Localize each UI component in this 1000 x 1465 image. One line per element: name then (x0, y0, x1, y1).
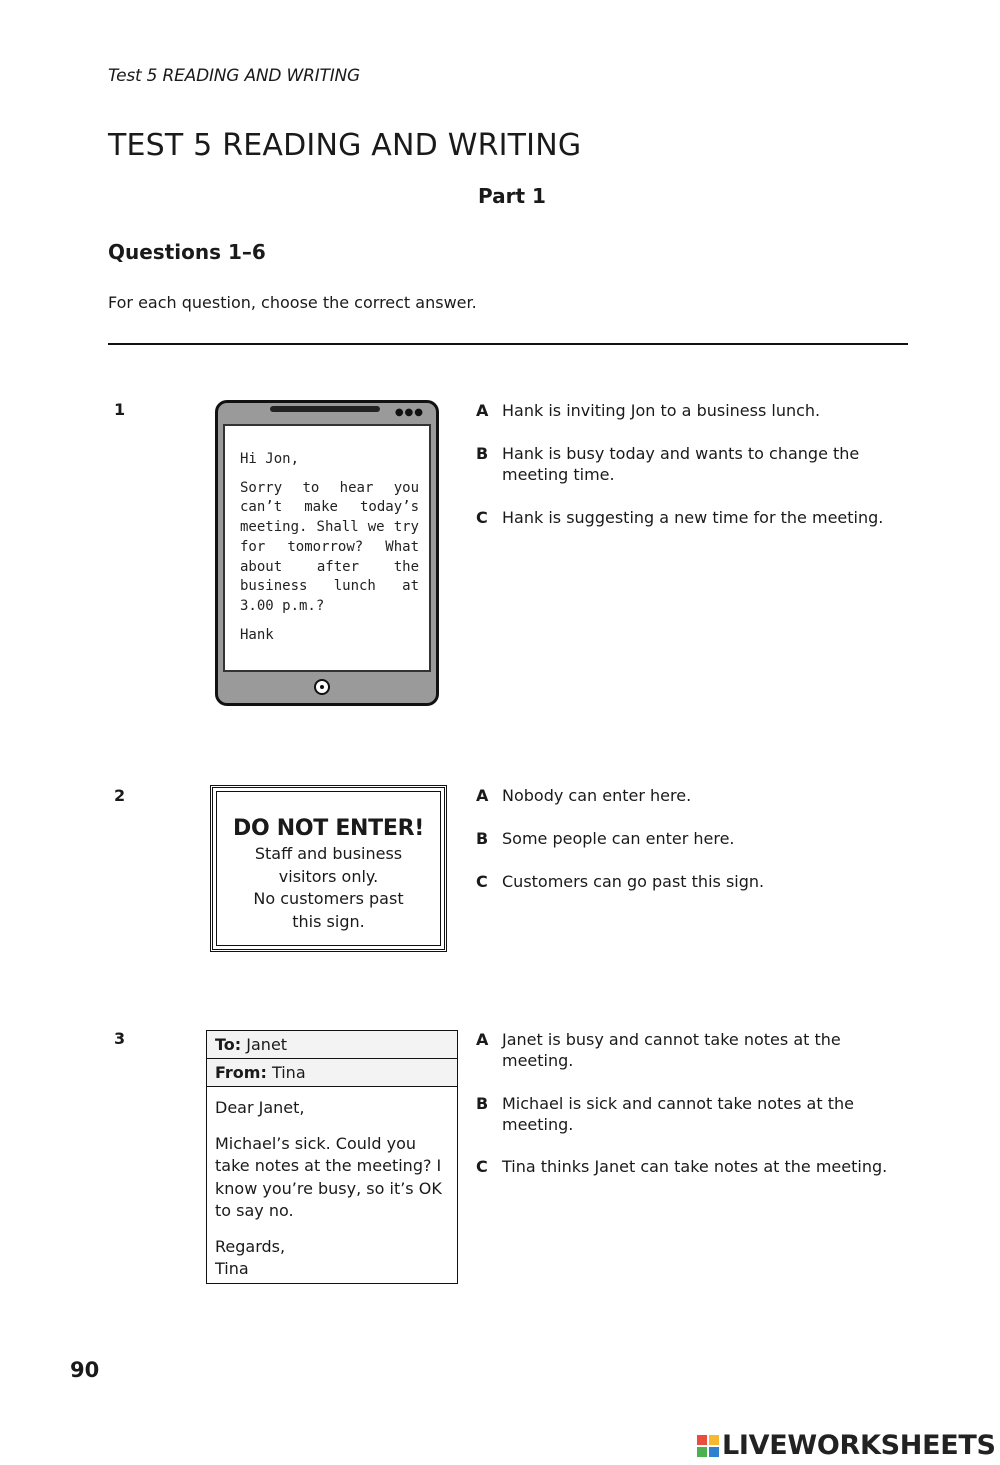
message-body: Sorry to hear you can’t make today’s meeting. Shall we try for tomorrow? What about after the business lunch at 3.00 p.m.? (240, 479, 419, 614)
home-button-icon (314, 679, 330, 695)
section-divider (108, 343, 908, 345)
warning-sign (210, 785, 447, 952)
email-from-label: From: (215, 1063, 267, 1082)
option-letter: C (476, 508, 488, 527)
tablet-screen (223, 424, 431, 672)
sign-line: Staff and business (254, 844, 403, 863)
option-letter: B (476, 829, 489, 848)
instruction-text: For each question, choose the correct answer. (108, 293, 477, 312)
email-from-value: Tina (271, 1063, 306, 1082)
email-message: Michael’s sick. Could you take notes at the meeting? I know you’re busy, so it’s OK to say no. (215, 1133, 442, 1220)
answer-option[interactable] (476, 400, 916, 421)
page-number: 90 (70, 1358, 100, 1382)
question-number: 2 (114, 786, 126, 805)
answer-option[interactable] (476, 871, 916, 892)
page-title: TEST 5 READING AND WRITING (108, 128, 582, 163)
message-signoff: Hank (240, 626, 274, 643)
tablet-speaker-bar (270, 406, 380, 412)
option-text: Janet is busy and cannot take notes at the meeting. (502, 1030, 841, 1070)
option-letter: C (476, 872, 488, 891)
question-number: 1 (114, 400, 126, 419)
message-greeting: Hi Jon, (240, 451, 300, 467)
answer-option[interactable] (476, 1093, 916, 1135)
sign-body (213, 843, 444, 933)
liveworksheets-logo-icon (697, 1435, 719, 1457)
answer-option[interactable] (476, 507, 916, 528)
sign-heading: DO NOT ENTER! (233, 816, 424, 841)
option-letter: B (476, 1094, 489, 1113)
answer-option[interactable] (476, 1156, 916, 1177)
question-number: 3 (114, 1029, 126, 1048)
email-greeting: Dear Janet, (215, 1098, 305, 1117)
answer-option[interactable] (476, 785, 916, 806)
email-signature: Tina (215, 1259, 249, 1278)
email-note (206, 1030, 458, 1284)
option-text: Hank is busy today and wants to change the meeting time. (502, 444, 860, 484)
email-from-row (207, 1059, 457, 1087)
email-to-value: Janet (246, 1035, 288, 1054)
email-to-label: To: (215, 1035, 242, 1054)
option-text: Hank is suggesting a new time for the meeting. (502, 508, 884, 527)
sign-line: this sign. (292, 911, 365, 931)
option-letter: A (476, 786, 489, 805)
option-text: Michael is sick and cannot take notes at the meeting. (502, 1094, 854, 1134)
tablet-camera-dots: ●●● (394, 407, 424, 418)
brand-logo[interactable] (697, 1430, 996, 1461)
tablet-message (215, 400, 439, 706)
part-title: Part 1 (478, 184, 546, 208)
brand-name: LIVEWORKSHEETS (722, 1430, 996, 1461)
option-text: Tina thinks Janet can take notes at the meeting. (502, 1157, 888, 1176)
option-letter: C (476, 1157, 488, 1176)
sign-line: No customers past (253, 889, 404, 908)
email-closing: Regards, (215, 1236, 286, 1256)
option-text: Hank is inviting Jon to a business lunch. (502, 401, 821, 420)
email-body (215, 1097, 451, 1281)
sign-line: visitors only. (278, 866, 379, 886)
questions-range: Questions 1–6 (108, 240, 266, 264)
answer-option[interactable] (476, 443, 916, 485)
option-text: Nobody can enter here. (502, 786, 692, 805)
option-text: Customers can go past this sign. (502, 872, 765, 891)
email-to-row (207, 1031, 457, 1059)
answer-option[interactable] (476, 828, 916, 849)
option-letter: B (476, 444, 489, 463)
running-head: Test 5 READING AND WRITING (108, 66, 361, 86)
option-letter: A (476, 401, 489, 420)
option-letter: A (476, 1030, 489, 1049)
answer-option[interactable] (476, 1029, 916, 1071)
option-text: Some people can enter here. (502, 829, 735, 848)
